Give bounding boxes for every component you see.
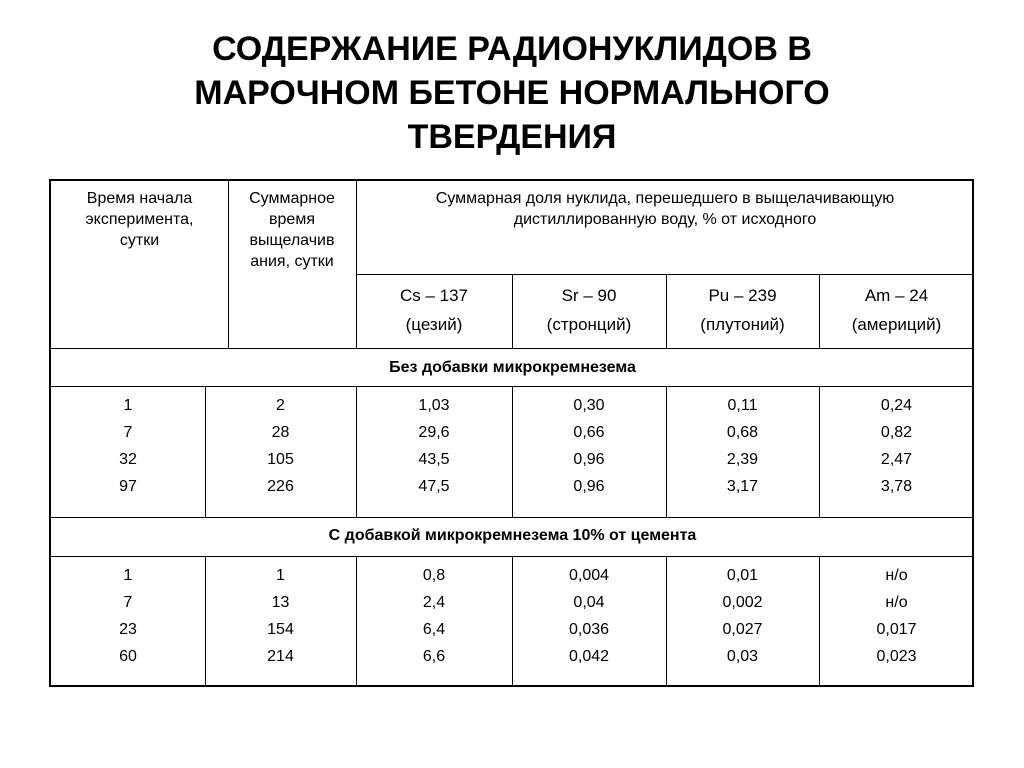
table-column — [51, 562, 205, 670]
table-cell: 2 — [276, 397, 285, 414]
header-sr90: Sr – 90 (стронций) — [546, 286, 632, 334]
table-cell: 0,042 — [568, 648, 610, 665]
title-line: СОДЕРЖАНИЕ РАДИОНУКЛИДОВ В — [212, 30, 812, 68]
table-rule — [51, 348, 974, 349]
table-cell: 0,68 — [726, 424, 759, 441]
table-cell: 1 — [123, 567, 133, 584]
table-column — [512, 562, 666, 670]
table-cell: 0,30 — [573, 397, 605, 414]
table-cell: 0,036 — [568, 621, 610, 638]
table-cell: 28 — [271, 424, 290, 441]
table-cell: 214 — [267, 648, 294, 665]
table-column — [819, 562, 974, 670]
page-title — [0, 27, 1024, 159]
table-cell: 1 — [123, 397, 133, 414]
table-rule — [51, 517, 974, 518]
table-cell: 43,5 — [418, 451, 450, 468]
table-cell: 2,4 — [422, 594, 446, 611]
table-column — [205, 562, 356, 670]
header-pu239: Pu – 239 (плутоний) — [700, 286, 785, 334]
table-cell: н/о — [885, 567, 908, 584]
header-nuclide-share: Суммарная доля нуклида, перешедшего в выщелачивающую дистиллированную воду, % от исходного — [435, 190, 895, 228]
table-cell: 97 — [119, 478, 137, 495]
table-cell: 0,017 — [876, 621, 917, 638]
table-cell: 7 — [123, 424, 133, 441]
header-total-time: Суммарное время выщелачив ания, сутки — [249, 190, 335, 270]
table-column — [512, 392, 666, 500]
table-cell: 2,47 — [880, 451, 913, 468]
table-cell: 0,027 — [722, 621, 763, 638]
table-column — [356, 392, 512, 500]
table-cell: 6,6 — [422, 648, 446, 665]
data-table — [49, 179, 974, 687]
header-start-time: Время начала эксперимента, сутки — [85, 190, 194, 249]
header-am24: Am – 24 (америций) — [851, 286, 942, 334]
table-cell: 47,5 — [418, 478, 450, 495]
table-cell: 0,8 — [422, 567, 446, 584]
table-cell: 0,66 — [573, 424, 605, 441]
table-cell: 60 — [119, 648, 137, 665]
table-cell: 3,78 — [880, 478, 913, 495]
header-cs137: Cs – 137 (цезий) — [399, 286, 469, 334]
table-cell: 23 — [119, 621, 137, 638]
table-cell: 0,03 — [726, 648, 759, 665]
table-cell: 0,01 — [726, 567, 759, 584]
table-cell: 154 — [267, 621, 294, 638]
title-line: МАРОЧНОМ БЕТОНЕ НОРМАЛЬНОГО — [194, 74, 830, 112]
table-rule — [356, 274, 974, 275]
table-column — [666, 562, 819, 670]
table-cell: 0,82 — [880, 424, 913, 441]
table-cell: 1 — [276, 567, 285, 584]
table-cell: 3,17 — [726, 478, 759, 495]
table-cell: 13 — [271, 594, 290, 611]
table-cell: 0,96 — [573, 478, 605, 495]
table-cell: 105 — [267, 451, 294, 468]
table-cell: 226 — [267, 478, 294, 495]
table-cell: 0,004 — [568, 567, 610, 584]
table-cell: 0,96 — [573, 451, 605, 468]
table-column — [666, 392, 819, 500]
table-cell: 6,4 — [422, 621, 446, 638]
table-cell: 0,11 — [727, 397, 758, 414]
table-column — [51, 392, 205, 500]
table-cell: 0,04 — [573, 594, 605, 611]
table-cell: н/о — [885, 594, 908, 611]
table-cell: 0,002 — [722, 594, 763, 611]
table-column — [356, 562, 512, 670]
table-cell: 7 — [123, 594, 133, 611]
table-cell: 29,6 — [418, 424, 450, 441]
table-cell: 1,03 — [418, 397, 450, 414]
table-column — [205, 392, 356, 500]
table-cell: 0,24 — [880, 397, 913, 414]
table-column — [819, 392, 974, 500]
section-label: Без добавки микрокремнезема — [389, 359, 636, 376]
table-cell: 2,39 — [726, 451, 759, 468]
section-label: С добавкой микрокремнезема 10% от цемента — [328, 527, 697, 544]
table-cell: 32 — [119, 451, 137, 468]
table-cell: 0,023 — [876, 648, 917, 665]
title-line: ТВЕРДЕНИЯ — [407, 118, 617, 156]
